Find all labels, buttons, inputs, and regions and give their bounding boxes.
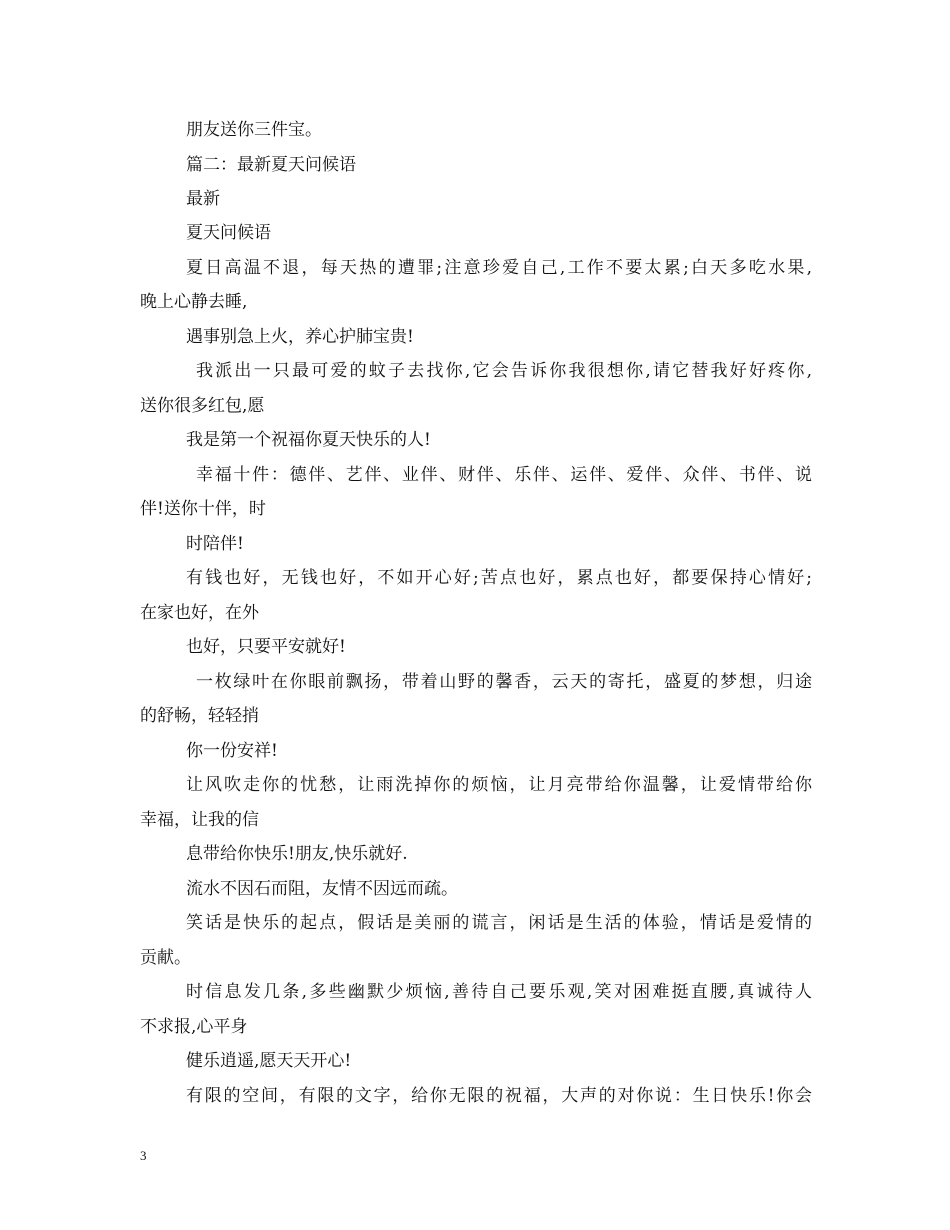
text-line: 我是第一个祝福你夏天快乐的人!: [186, 430, 431, 450]
text-line: 你一份安祥!: [186, 741, 278, 761]
text-line: 笑话是快乐的起点，假话是美丽的谎言，闲话是生活的体验，情话是爱情的: [186, 913, 812, 933]
text-line: 有限的空间，有限的文字，给你无限的祝福，大声的对你说：生日快乐!你会: [186, 1086, 812, 1106]
text-line: 健乐逍遥,愿天天开心!: [186, 1051, 352, 1071]
text-line: 晚上心静去睡,: [140, 292, 248, 312]
text-line: 夏日高温不退，每天热的遭罪;注意珍爱自己,工作不要太累;白天多吃水果,: [186, 258, 812, 278]
section-heading: 篇二：最新夏天问候语: [186, 155, 356, 175]
text-line: 伴!送你十伴，时: [140, 499, 266, 519]
text-line: 流水不因石而阻，友情不因远而疏。: [186, 879, 458, 899]
text-line: 在家也好，在外: [140, 603, 259, 623]
text-line: 一枚绿叶在你眼前飘扬，带着山野的馨香，云天的寄托，盛夏的梦想，归途: [196, 672, 812, 692]
page-number: 3: [140, 1148, 147, 1163]
text-line: 遇事别急上火，养心护肺宝贵!: [186, 327, 414, 347]
text-line: 时信息发几条,多些幽默少烦恼,善待自己要乐观,笑对困难挺直腰,真诚待人: [186, 982, 812, 1002]
text-line: 息带给你快乐!朋友,快乐就好.: [186, 844, 408, 864]
text-line: 让风吹走你的忧愁，让雨洗掉你的烦恼，让月亮带给你温馨，让爱情带给你: [186, 775, 812, 795]
text-line: 贡献。: [140, 948, 191, 968]
text-line: 时陪伴!: [186, 534, 244, 554]
text-line: 幸福，让我的信: [140, 810, 259, 830]
text-line: 夏天问候语: [186, 223, 271, 243]
text-line: 幸福十件：德伴、艺伴、业伴、财伴、乐伴、运伴、爱伴、众伴、书伴、说: [196, 465, 812, 485]
text-line: 朋友送你三件宝。: [186, 120, 322, 140]
text-line: 最新: [186, 189, 220, 209]
text-line: 的舒畅，轻轻捎: [140, 706, 259, 726]
text-line: 有钱也好，无钱也好，不如开心好;苦点也好，累点也好，都要保持心情好;: [186, 568, 812, 588]
text-line: 我派出一只最可爱的蚊子去找你,它会告诉你我很想你,请它替我好好疼你,: [196, 361, 812, 381]
text-line: 不求报,心平身: [140, 1017, 248, 1037]
text-line: 送你很多红包,愿: [140, 396, 265, 416]
text-line: 也好，只要平安就好!: [186, 637, 346, 657]
